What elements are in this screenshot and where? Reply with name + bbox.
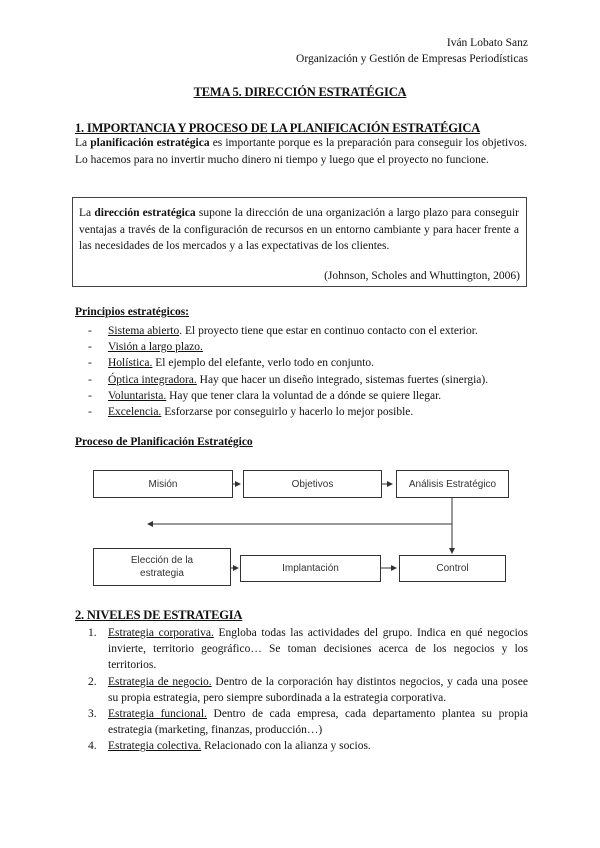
strategy-levels-list bbox=[88, 625, 528, 755]
level-term: Estrategia corporativa. bbox=[108, 627, 214, 639]
principle-desc: Esforzarse por conseguirlo y hacerlo lo mejor posible. bbox=[161, 405, 414, 418]
level-term: Estrategia colectiva. bbox=[108, 740, 202, 753]
principles-heading: Principios estratégicos: bbox=[75, 306, 190, 318]
definition-term: dirección estratégica bbox=[94, 207, 196, 219]
principle-desc: Hay que hacer un diseño integrado, sistemas fuertes (sinergia). bbox=[196, 373, 489, 386]
principle-term: Óptica integradora. bbox=[108, 373, 197, 386]
flow-box-mision: Misión bbox=[93, 470, 233, 498]
list-dash: - bbox=[88, 341, 92, 354]
level-desc: Engloba todas las actividades del grupo. Indica en qué negocios invierte, territorio geográfico… Se toman decisiones acerca de los negocios y los territorios. bbox=[108, 627, 528, 672]
course-name: Organización y Gestión de Empresas Periodísticas bbox=[296, 53, 528, 65]
principle-term: Visión a largo plazo. bbox=[108, 341, 203, 354]
strategy-level-item bbox=[88, 738, 528, 754]
list-dash: - bbox=[88, 373, 92, 386]
list-dash: - bbox=[88, 405, 92, 418]
section-2-heading: 2. NIVELES DE ESTRATEGIA bbox=[75, 608, 243, 622]
intro-term: planificación estratégica bbox=[90, 137, 210, 149]
strategy-level-item bbox=[88, 625, 528, 674]
level-term: Estrategia de negocio. bbox=[108, 675, 212, 688]
level-desc: Dentro de cada empresa, cada departamento plantea su propia estrategia (marketing, finanzas, producción…) bbox=[108, 708, 528, 737]
process-heading: Proceso de Planificación Estratégico bbox=[75, 436, 253, 448]
principle-desc: . El proyecto tiene que estar en continuo contacto con el exterior. bbox=[179, 325, 478, 337]
list-dash: - bbox=[88, 357, 92, 370]
list-number: 3. bbox=[88, 708, 97, 721]
list-number: 2. bbox=[88, 675, 97, 688]
author-name: Iván Lobato Sanz bbox=[446, 37, 528, 49]
principle-desc: Hay que tener clara la voluntad de a dónde se quiere llegar. bbox=[166, 389, 442, 402]
definition-prefix: La bbox=[79, 207, 95, 219]
level-desc: Dentro de la corporación hay distintos negocios, y cada una posee su propia estrategia, pero siempre subordinada a la estrategia corporativa. bbox=[108, 675, 528, 704]
flow-box-analisis: Análisis Estratégico bbox=[396, 470, 509, 498]
level-desc: Relacionado con la alianza y socios. bbox=[201, 740, 371, 753]
list-dash: - bbox=[88, 389, 92, 402]
flow-box-eleccion: Elección de la estrategia bbox=[93, 548, 231, 586]
document-title: TEMA 5. DIRECCIÓN ESTRATÉGICA bbox=[193, 85, 407, 99]
principle-term: Voluntarista. bbox=[108, 389, 167, 402]
section-1-heading: 1. IMPORTANCIA Y PROCESO DE LA PLANIFICACIÓN ESTRATÉGICA bbox=[75, 121, 481, 135]
principle-term: Sistema abierto bbox=[108, 325, 180, 337]
flow-box-objetivos: Objetivos bbox=[243, 470, 382, 498]
flow-box-control: Control bbox=[399, 555, 506, 582]
principle-term: Holística. bbox=[108, 357, 153, 370]
definition-citation: (Johnson, Scholes and Whuttington, 2006) bbox=[324, 270, 520, 282]
list-number: 4. bbox=[88, 740, 97, 753]
definition-body: supone la dirección de una organización a largo plazo para conseguir ventajas a través de la configuración de recursos en un entorno cambiante y para hacer frente a las necesidades de los mercados y a las expectativas de los clientes. bbox=[79, 207, 519, 252]
strategy-level-item bbox=[88, 674, 528, 706]
flow-box-implantacion: Implantación bbox=[240, 555, 381, 582]
principle-desc: El ejemplo del elefante, verlo todo en conjunto. bbox=[152, 357, 375, 370]
list-dash: - bbox=[88, 325, 92, 337]
strategy-level-item bbox=[88, 706, 528, 738]
intro-prefix: La bbox=[75, 137, 91, 149]
intro-text: es importante porque es la preparación para conseguir los objetivos. Lo hacemos para no invertir mucho dinero ni tiempo y luego que el proyecto no funcione. bbox=[75, 137, 527, 166]
principle-term: Excelencia. bbox=[108, 405, 162, 418]
list-number: 1. bbox=[88, 627, 97, 639]
level-term: Estrategia funcional. bbox=[108, 708, 207, 721]
